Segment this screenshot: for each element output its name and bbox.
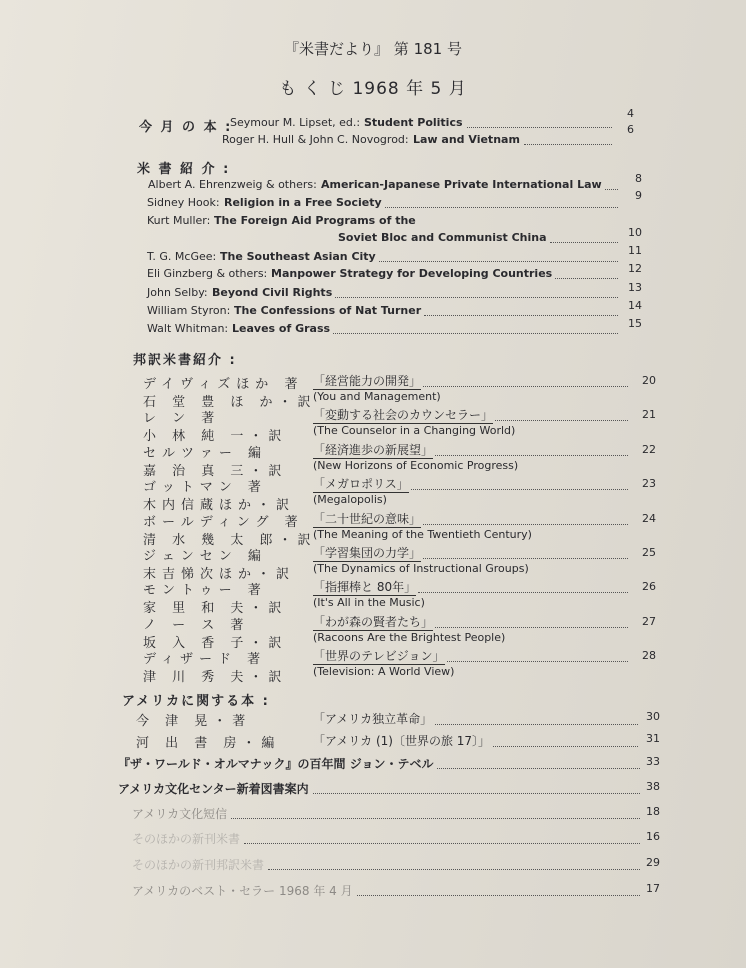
leader-dots bbox=[411, 489, 628, 490]
entry-page: 18 bbox=[646, 805, 660, 818]
entry-title: 『ザ・ワールド・オルマナック』の百年間 ジョン・テベル bbox=[118, 757, 434, 771]
leader-dots bbox=[435, 627, 628, 628]
entry-jp-title: 「世界のテレビジョン」 bbox=[313, 649, 445, 664]
entry-en-title: (The Dynamics of Instructional Groups) bbox=[313, 562, 529, 575]
entry-author: ジェンセン 編 bbox=[143, 549, 267, 564]
leader-dots bbox=[418, 592, 628, 593]
entry-page: 9 bbox=[635, 189, 642, 202]
leader-dots bbox=[335, 297, 618, 298]
entry-jp-title: 「わが森の賢者たち」 bbox=[313, 614, 434, 629]
entry-translator: 石 堂 豊 ほ か・訳 bbox=[143, 395, 317, 410]
entry-title: The Confessions of Nat Turner bbox=[234, 304, 422, 317]
entry-page: 21 bbox=[642, 408, 656, 422]
entry-title: American-Japanese Private International Law bbox=[321, 178, 602, 191]
entry-title: Manpower Strategy for Developing Countries bbox=[271, 267, 553, 280]
entry-title: Beyond Civil Rights bbox=[212, 286, 333, 299]
entry-title: The Southeast Asian City bbox=[220, 250, 376, 263]
entry-author: Kurt Muller: bbox=[147, 214, 211, 227]
entry-translator: 末吉悌次ほか・訳 bbox=[143, 567, 296, 582]
entry-author: Seymour M. Lipset, ed.: bbox=[230, 116, 361, 129]
leader-dots bbox=[244, 843, 640, 844]
leader-dots bbox=[423, 558, 628, 559]
entry-author: レ ン 著 bbox=[143, 411, 221, 427]
entry-jp-title: 「経営能力の開発」 bbox=[313, 374, 422, 388]
entry-page: 15 bbox=[628, 317, 642, 330]
entry-page: 11 bbox=[628, 244, 642, 257]
entry-title: そのほかの新刊邦訳米書 bbox=[132, 858, 265, 872]
entry-title: Leaves of Grass bbox=[232, 322, 331, 335]
leader-dots bbox=[379, 261, 618, 262]
entry-jp-title: 「指揮棒と 80年」 bbox=[313, 580, 417, 595]
entry-jp-title: 「二十世紀の意味」 bbox=[313, 511, 422, 526]
entry-author: 河 出 書 房・編 bbox=[136, 736, 281, 751]
entry-en-title: (You and Management) bbox=[313, 390, 441, 403]
leader-dots bbox=[435, 724, 638, 725]
entry-page: 14 bbox=[628, 299, 642, 312]
entry-en-title: (Television: A World View) bbox=[313, 665, 455, 679]
entry-page: 20 bbox=[642, 374, 656, 387]
entry-author: Albert A. Ehrenzweig & others: bbox=[148, 178, 317, 191]
leader-dots bbox=[313, 793, 640, 794]
leader-dots bbox=[495, 420, 628, 421]
entry-en-title: (New Horizons of Economic Progress) bbox=[313, 458, 519, 472]
entry-title: Soviet Bloc and Communist China bbox=[338, 231, 547, 244]
leader-dots bbox=[357, 895, 640, 896]
entry-title: 「アメリカ独立革命」 bbox=[313, 712, 433, 726]
entry-translator: 家 里 和 夫・訳 bbox=[143, 601, 288, 617]
leader-dots bbox=[555, 278, 618, 279]
entry-author: ゴットマン 著 bbox=[143, 480, 267, 496]
entry-author: Sidney Hook: bbox=[147, 196, 220, 209]
entry-page: 16 bbox=[646, 830, 660, 843]
entry-author: デイヴィズほか 著 bbox=[143, 377, 304, 392]
entry-translator: 小 林 純 一・訳 bbox=[143, 429, 288, 445]
leader-dots bbox=[447, 661, 628, 662]
page-title: 『米書だより』 第 181 号 bbox=[284, 40, 462, 58]
entry-author: William Styron: bbox=[147, 304, 231, 317]
entry-page: 12 bbox=[628, 262, 642, 275]
entry-page: 13 bbox=[628, 281, 642, 294]
entry-page: 26 bbox=[642, 580, 656, 594]
entry-title: そのほかの新刊米書 bbox=[132, 832, 241, 846]
entry-title: アメリカ文化センター新着図書案内 bbox=[118, 782, 309, 796]
section-heading-america: アメリカに関する本 : bbox=[122, 694, 270, 709]
leader-dots bbox=[385, 207, 618, 208]
section-heading-this-month: 今 月 の 本 : bbox=[139, 120, 233, 135]
entry-title: Student Politics bbox=[364, 116, 463, 129]
entry-page: 4 bbox=[627, 107, 634, 120]
entry-page: 17 bbox=[646, 882, 660, 895]
entry-author: T. G. McGee: bbox=[147, 250, 217, 263]
entry-translator: 木内信蔵ほか・訳 bbox=[143, 498, 296, 514]
entry-translator: 嘉 治 真 三・訳 bbox=[143, 463, 288, 479]
entry-author: ボールディング 著 bbox=[143, 514, 304, 530]
entry-author: Roger H. Hull & John C. Novogrod: bbox=[222, 133, 409, 146]
section-heading-reviews: 米 書 紹 介 : bbox=[137, 162, 231, 177]
entry-en-title: (The Counselor in a Changing World) bbox=[313, 424, 516, 438]
entry-translator: 坂 入 香 子・訳 bbox=[143, 635, 288, 651]
entry-title: 「アメリカ (1)〔世界の旅 17〕」 bbox=[313, 734, 491, 748]
entry-title: アメリカのベスト・セラー 1968 年 4 月 bbox=[132, 884, 353, 898]
entry-author: セルツァー 編 bbox=[143, 445, 268, 461]
entry-title: Law and Vietnam bbox=[413, 133, 520, 146]
leader-dots bbox=[493, 746, 638, 747]
entry-translator: 清 水 幾 太 郎・訳 bbox=[143, 532, 317, 548]
entry-jp-title: 「経済進歩の新展望」 bbox=[313, 442, 434, 457]
leader-dots bbox=[524, 144, 612, 145]
entry-page: 22 bbox=[642, 442, 656, 456]
leader-dots bbox=[605, 189, 618, 190]
entry-page: 24 bbox=[642, 511, 656, 525]
entry-en-title: (Racoons Are the Brightest People) bbox=[313, 630, 506, 644]
leader-dots bbox=[423, 524, 628, 525]
entry-page: 30 bbox=[646, 710, 660, 723]
entry-translator: 津 川 秀 夫・訳 bbox=[143, 670, 288, 686]
leader-dots bbox=[268, 869, 640, 870]
leader-dots bbox=[231, 818, 640, 819]
entry-author: John Selby: bbox=[147, 286, 208, 299]
entry-page: 27 bbox=[642, 614, 656, 628]
entry-author: Eli Ginzberg & others: bbox=[147, 267, 268, 280]
entry-title: The Foreign Aid Programs of the bbox=[214, 214, 416, 227]
entry-title: アメリカ文化短信 bbox=[132, 807, 228, 821]
entry-page: 31 bbox=[646, 732, 660, 745]
leader-dots bbox=[424, 315, 618, 316]
entry-page: 38 bbox=[646, 780, 660, 793]
entry-page: 8 bbox=[635, 172, 642, 185]
entry-page: 23 bbox=[642, 477, 656, 491]
entry-en-title: (It's All in the Music) bbox=[313, 596, 425, 610]
leader-dots bbox=[550, 242, 618, 243]
leader-dots bbox=[467, 127, 612, 128]
entry-jp-title: 「メガロポリス」 bbox=[313, 477, 409, 492]
entry-page: 29 bbox=[646, 856, 660, 869]
entry-author: 今 津 晃・著 bbox=[136, 714, 252, 729]
entry-page: 28 bbox=[642, 649, 656, 663]
section-heading-translations: 邦訳米書紹介 : bbox=[133, 353, 237, 368]
entry-page: 33 bbox=[646, 755, 660, 768]
entry-page: 10 bbox=[628, 226, 642, 239]
entry-jp-title: 「変動する社会のカウンセラー」 bbox=[313, 408, 494, 423]
page-subtitle: も く じ 1968 年 5 月 bbox=[279, 79, 467, 99]
leader-dots bbox=[333, 333, 618, 334]
leader-dots bbox=[423, 386, 628, 387]
entry-en-title: (Megalopolis) bbox=[313, 493, 387, 507]
entry-en-title: (The Meaning of the Twentieth Century) bbox=[313, 527, 532, 541]
entry-author: Walt Whitman: bbox=[147, 322, 229, 335]
entry-author: ディザード 著 bbox=[143, 652, 267, 668]
entry-author: ノ ー ス 著 bbox=[143, 617, 250, 633]
entry-page: 6 bbox=[627, 123, 634, 136]
leader-dots bbox=[435, 455, 628, 456]
entry-jp-title: 「学習集団の力学」 bbox=[313, 546, 422, 560]
entry-page: 25 bbox=[642, 546, 656, 559]
leader-dots bbox=[437, 768, 640, 769]
entry-author: モントゥー 著 bbox=[143, 583, 267, 599]
entry-title: Religion in a Free Society bbox=[224, 196, 382, 209]
